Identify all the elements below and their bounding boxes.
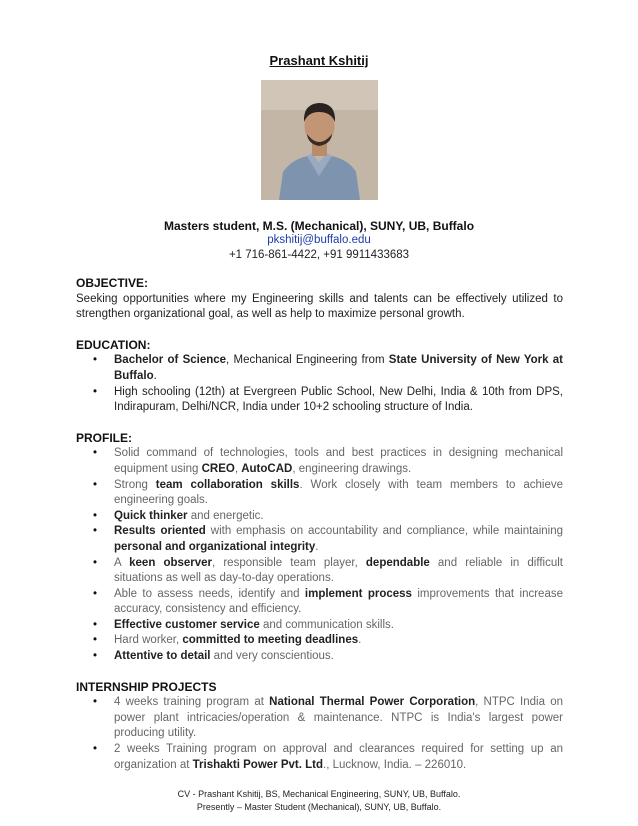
profile-item: • A keen observer, responsible team player, dependable and reliable in difficult situations as well as day-to-day operations. [76, 556, 563, 587]
profile-item: • Quick thinker and energetic. [76, 509, 563, 525]
internship-heading: INTERNSHIP PROJECTS [76, 679, 217, 694]
internship-item: • 2 weeks Training program on approval and clearances required for setting up an organization at Trishakti Power Pvt. Ltd., Lucknow, India. – 226010. [76, 742, 563, 773]
internship-item: • 4 weeks training program at National Thermal Power Corporation, NTPC India on power plant intricacies/operation & maintenance. NTPC is India's largest power producing utility. [76, 695, 563, 742]
education-list [76, 353, 563, 415]
page-footer [0, 788, 638, 814]
objective-text: Seeking opportunities where my Engineering skills and talents can be effectively utilized to strengthen organizational goal, as well as help to maximize personal growth. [76, 292, 563, 321]
profile-heading: PROFILE: [76, 430, 132, 445]
profile-list [76, 446, 563, 664]
footer-line-2: Presently – Master Student (Mechanical), SUNY, UB, Buffalo. [196, 802, 442, 812]
footer-line-1: CV - Prashant Kshitij, BS, Mechanical Engineering, SUNY, UB, Buffalo. [177, 789, 461, 799]
profile-photo [261, 80, 378, 200]
phone-numbers: +1 716-861-4422, +91 9911433683 [228, 249, 410, 261]
profile-item: • Able to assess needs, identify and implement process improvements that increase accuracy, consistency and efficiency. [76, 587, 563, 618]
profile-item: • Results oriented with emphasis on accountability and compliance, while maintaining personal and organizational integrity. [76, 524, 563, 555]
education-item: • Bachelor of Science, Mechanical Engineering from State University of New York at Buffalo. [76, 353, 563, 384]
profile-item: • Solid command of technologies, tools and best practices in designing mechanical equipment using CREO, AutoCAD, engineering drawings. [76, 446, 563, 477]
education-item: • High schooling (12th) at Evergreen Public School, New Delhi, India & 10th from DPS, Indirapuram, Delhi/NCR, India under 10+2 schooling structure of India. [76, 385, 563, 416]
cv-content [76, 276, 563, 773]
candidate-name: Prashant Kshitij [269, 53, 369, 68]
profile-item: • Effective customer service and communication skills. [76, 618, 563, 634]
profile-item: • Hard worker, committed to meeting deadlines. [76, 633, 563, 649]
objective-heading: OBJECTIVE: [76, 276, 149, 290]
email-link[interactable]: pkshitij@buffalo.edu [267, 234, 371, 246]
internship-list [76, 695, 563, 773]
headline: Masters student, M.S. (Mechanical), SUNY, UB, Buffalo [163, 219, 475, 233]
education-heading: EDUCATION: [76, 337, 151, 352]
profile-item: • Strong team collaboration skills. Work closely with team members to achieve engineering goals. [76, 478, 563, 509]
profile-item: • Attentive to detail and very conscientious. [76, 649, 563, 665]
